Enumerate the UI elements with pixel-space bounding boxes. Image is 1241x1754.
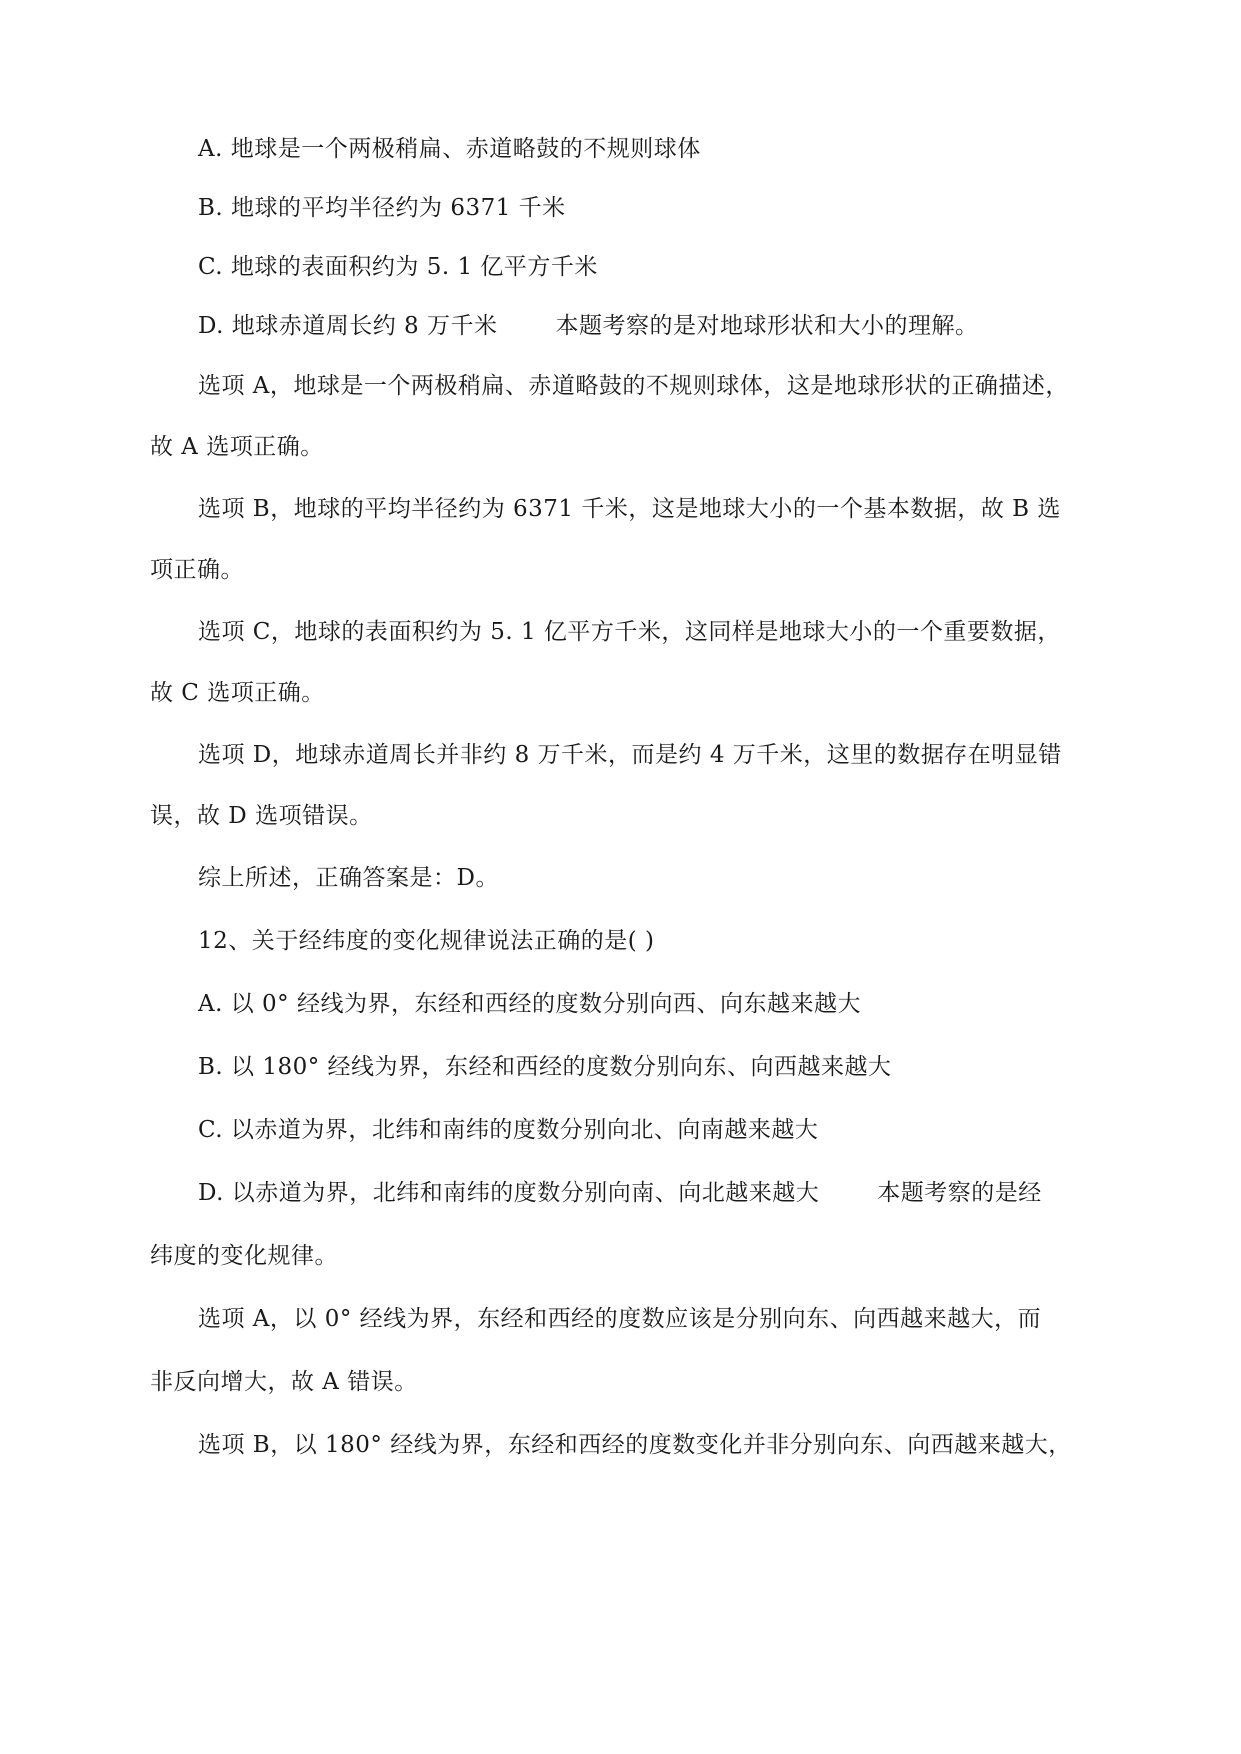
question-12-paragraph-a-line-1: 选项 A，以 0° 经线为界，东经和西经的度数应该是分别向东、向西越来越大，而 [198,1306,1042,1332]
paragraph-d-line-1: 选项 D，地球赤道周长并非约 8 万千米，而是约 4 万千米，这里的数据存在明显错 [198,742,1062,768]
paragraph-d-line-2: 误，故 D 选项错误。 [150,803,373,829]
analysis-intro: 本题考察的是对地球形状和大小的理解。 [555,313,979,339]
option-a: A. 地球是一个两极稍扁、赤道略鼓的不规则球体 [198,136,701,162]
question-12-option-b: B. 以 180° 经线为界，东经和西经的度数分别向东、向西越来越大 [198,1054,892,1080]
option-d-line [198,310,979,342]
paragraph-c-line-2: 故 C 选项正确。 [150,680,325,706]
paragraph-b-line-1: 选项 B，地球的平均半径约为 6371 千米，这是地球大小的一个基本数据，故 B 选 [198,496,1061,522]
question-12-option-c: C. 以赤道为界，北纬和南纬的度数分别向北、向南越来越大 [198,1117,819,1143]
question-12-title: 12、关于经纬度的变化规律说法正确的是( ) [198,928,655,954]
question-12-analysis-intro: 本题考察的是经 [877,1180,1042,1206]
question-12-option-a: A. 以 0° 经线为界，东经和西经的度数分别向西、向东越来越大 [198,991,861,1017]
question-12-option-d-line [198,1177,1042,1209]
question-12-paragraph-a-line-2: 非反向增大，故 A 错误。 [150,1369,418,1395]
question-12-option-d: D. 以赤道为界，北纬和南纬的度数分别向南、向北越来越大 [198,1180,820,1206]
option-c: C. 地球的表面积约为 5. 1 亿平方千米 [198,254,598,280]
paragraph-a-line-2: 故 A 选项正确。 [150,434,324,460]
paragraph-b-line-2: 项正确。 [150,557,244,583]
option-d: D. 地球赤道周长约 8 万千米 [198,313,498,339]
paragraph-c-line-1: 选项 C，地球的表面积约为 5. 1 亿平方千米，这同样是地球大小的一个重要数据， [198,619,1061,645]
question-12-analysis-intro-cont: 纬度的变化规律。 [150,1243,338,1269]
summary: 综上所述，正确答案是：D。 [198,865,499,891]
question-12-paragraph-b-line-1: 选项 B，以 180° 经线为界，东经和西经的度数变化并非分别向东、向西越来越大， [198,1432,1072,1458]
option-b: B. 地球的平均半径约为 6371 千米 [198,195,566,221]
paragraph-a-line-1: 选项 A，地球是一个两极稍扁、赤道略鼓的不规则球体，这是地球形状的正确描述， [198,373,1069,399]
